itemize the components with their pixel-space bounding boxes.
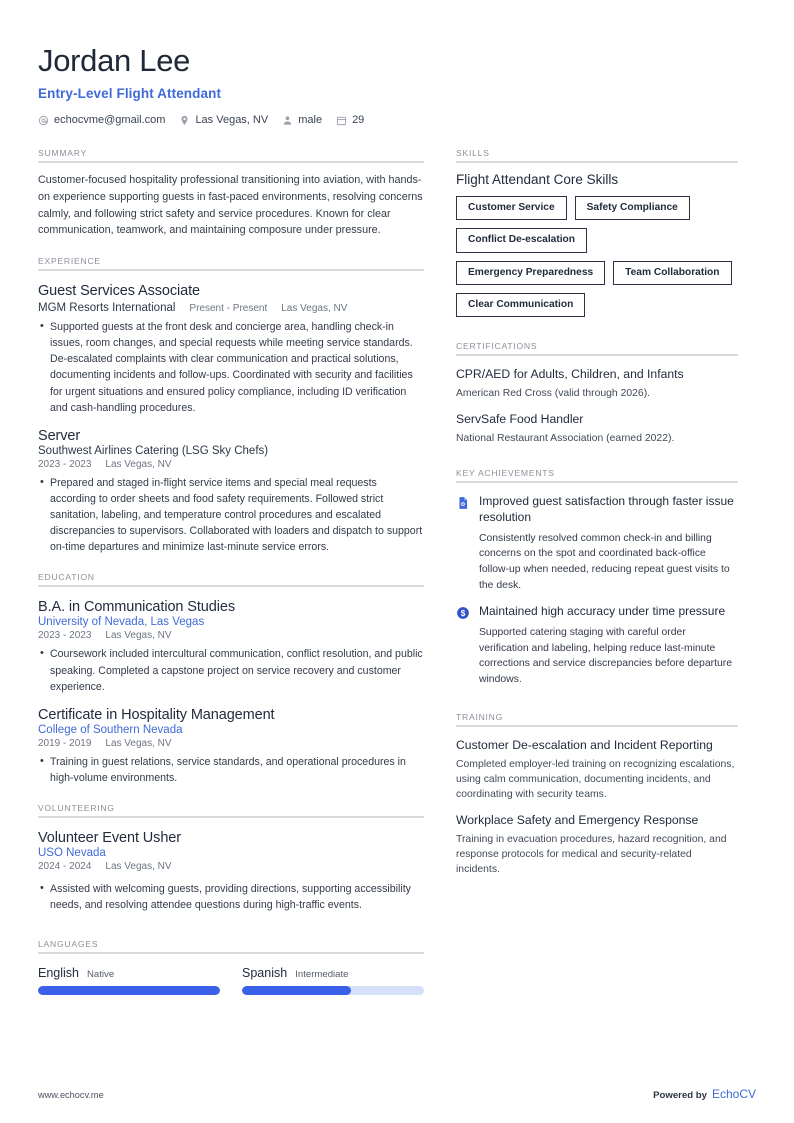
skill-chip[interactable]: Customer Service xyxy=(456,196,567,220)
certification-issuer: National Restaurant Association (earned 2022). xyxy=(456,432,675,444)
section-certifications xyxy=(456,341,738,446)
contact-location-text: Las Vegas, NV xyxy=(195,114,269,127)
language-head xyxy=(242,966,424,980)
location-pin-icon xyxy=(179,115,190,126)
section-label-certifications: CERTIFICATIONS xyxy=(456,341,538,352)
entry-dates: Present - Present xyxy=(189,303,268,315)
entry-location: Las Vegas, NV xyxy=(281,303,348,315)
footer-brand: EchoCV xyxy=(711,1087,756,1101)
section-divider xyxy=(456,725,738,727)
section-skills xyxy=(456,148,738,317)
section-training xyxy=(456,712,738,877)
entry-bullets xyxy=(38,881,424,913)
section-label-languages: LANGUAGES xyxy=(38,939,99,950)
section-summary xyxy=(38,148,424,239)
languages-grid xyxy=(38,966,424,995)
entry-organization[interactable]: College of Southern Nevada xyxy=(38,723,183,736)
entry-meta-line xyxy=(38,459,424,470)
entry-title: B.A. in Communication Studies xyxy=(38,599,235,616)
skill-chip[interactable]: Clear Communication xyxy=(456,293,585,317)
section-divider xyxy=(38,161,424,163)
skill-chip[interactable]: Conflict De-escalation xyxy=(456,228,587,252)
entry-bullets xyxy=(38,475,424,555)
entry-organization[interactable]: USO Nevada xyxy=(38,847,106,860)
entry-meta-line xyxy=(38,738,424,749)
entry-location: Las Vegas, NV xyxy=(105,737,172,749)
skill-chip[interactable]: Emergency Preparedness xyxy=(456,261,605,285)
contact-row xyxy=(38,114,756,126)
entry-title: Server xyxy=(38,427,81,444)
volunteering-entry xyxy=(38,829,424,913)
training-item xyxy=(456,813,738,877)
document-badge-icon xyxy=(456,494,470,593)
bullet-item: • Coursework included intercultural communication, conflict resolution, and public speaking. Completed a capstone project on service recovery and customer experience. xyxy=(38,646,424,694)
contact-age xyxy=(336,114,364,126)
entry-title: Guest Services Associate xyxy=(38,283,201,300)
section-divider xyxy=(456,354,738,356)
achievement-body xyxy=(479,494,738,593)
entry-bullets xyxy=(38,754,424,786)
language-head xyxy=(38,966,220,980)
entry-meta-line xyxy=(38,861,424,872)
section-label-experience: EXPERIENCE xyxy=(38,256,101,267)
language-progress-track xyxy=(38,986,220,995)
section-divider xyxy=(38,816,424,818)
contact-email xyxy=(38,114,165,126)
page-title: Jordan Lee xyxy=(38,43,191,78)
language-progress-fill xyxy=(242,986,351,995)
training-name: Workplace Safety and Emergency Response xyxy=(456,812,699,827)
bullet-item: • Assisted with welcoming guests, providing directions, supporting accessibility needs, and resolving attendee questions during high-traffic events. xyxy=(38,881,424,913)
entry-location: Las Vegas, NV xyxy=(105,861,172,873)
contact-location xyxy=(179,114,268,126)
language-item xyxy=(38,966,220,995)
section-divider xyxy=(38,952,424,954)
certification-name: CPR/AED for Adults, Children, and Infants xyxy=(456,367,684,382)
entry-meta-line xyxy=(38,302,424,314)
language-progress-fill xyxy=(38,986,220,995)
achievement-description: Consistently resolved common check-in and billing concerns on the spot and coordinated back-office follow-up when needed, reducing repeat guest visits to the desk. xyxy=(479,532,730,591)
entry-organization: Southwest Airlines Catering (LSG Sky Chefs) xyxy=(38,444,269,457)
footer-powered-by: Powered by xyxy=(653,1090,707,1101)
section-label-volunteering: VOLUNTEERING xyxy=(38,803,115,814)
section-education xyxy=(38,572,424,786)
section-divider xyxy=(456,481,738,483)
achievement-item xyxy=(456,494,738,593)
entry-dates: 2023 - 2023 xyxy=(38,458,92,470)
right-column xyxy=(456,148,738,877)
achievement-title: Improved guest satisfaction through faster issue resolution xyxy=(479,493,734,524)
contact-email-text: echocvme@gmail.com xyxy=(54,114,166,127)
section-label-key-achievements: KEY ACHIEVEMENTS xyxy=(456,467,555,478)
bullet-item: • Supported guests at the front desk and concierge area, handling check-in issues, room changes, and special requests while meeting service standards. De-escalated complaints with clear communication and practical solutions, documenting incidents and follow-ups. Coordinated with security and facilities for urgent situations and ensured policy compliance, including ID verification and cash-handling procedures. xyxy=(38,319,424,416)
section-key-achievements xyxy=(456,468,738,688)
entry-dates: 2024 - 2024 xyxy=(38,861,92,873)
footer-branding xyxy=(653,1087,756,1101)
certification-item xyxy=(456,367,738,401)
section-divider xyxy=(38,585,424,587)
language-name: Spanish xyxy=(242,966,288,981)
section-experience xyxy=(38,256,424,555)
certification-item xyxy=(456,412,738,446)
section-label-summary: SUMMARY xyxy=(38,148,88,159)
language-name: English xyxy=(38,966,79,981)
certification-issuer: American Red Cross (valid through 2026). xyxy=(456,387,651,399)
section-volunteering xyxy=(38,803,424,913)
left-column xyxy=(38,148,424,995)
bullet-item: • Prepared and staged in-flight service items and special meal requests according to order sheets and food safety requirements. Followed strict sanitation, labeling, and temperature control procedures and escalated discrepancies to supervisors. Collaborated with loaders and dispatch to support on-time departures and minimize last-minute service errors. xyxy=(38,475,424,555)
skill-chip[interactable]: Team Collaboration xyxy=(613,261,731,285)
entry-dates: 2019 - 2019 xyxy=(38,737,92,749)
entry-title: Volunteer Event Usher xyxy=(38,830,181,847)
section-label-training: TRAINING xyxy=(456,711,504,722)
achievement-body xyxy=(479,604,738,687)
language-level: Native xyxy=(87,969,115,981)
entry-organization[interactable]: University of Nevada, Las Vegas xyxy=(38,616,205,629)
education-entry xyxy=(38,598,424,694)
achievement-description: Supported catering staging with careful order verification and labeling, helping reduce last-minute corrections and service discrepancies before departure windows. xyxy=(479,627,732,686)
training-description: Training in evacuation procedures, hazard recognition, and response protocols for medical and security-related incidents. xyxy=(456,833,727,875)
dollar-circle-icon xyxy=(456,604,470,687)
section-label-skills: SKILLS xyxy=(456,148,490,159)
person-icon xyxy=(282,115,293,126)
contact-gender xyxy=(282,114,322,126)
skill-chip[interactable]: Safety Compliance xyxy=(575,196,690,220)
skill-chips xyxy=(456,196,738,317)
language-level: Intermediate xyxy=(295,969,349,981)
language-progress-track xyxy=(242,986,424,995)
experience-entry xyxy=(38,427,424,556)
section-label-education: EDUCATION xyxy=(38,572,95,583)
resume-header xyxy=(38,44,756,126)
entry-organization: MGM Resorts International xyxy=(38,302,176,315)
section-divider xyxy=(456,161,738,163)
experience-entry xyxy=(38,282,424,416)
education-entry xyxy=(38,706,424,786)
contact-age-text: 29 xyxy=(352,114,365,127)
resume-footer xyxy=(38,1087,756,1101)
training-description: Completed employer-led training on recognizing escalations, using calm communication, documenting incidents, and coordinating with security teams. xyxy=(456,758,735,800)
footer-website[interactable]: www.echocv.me xyxy=(38,1090,104,1100)
summary-text: Customer-focused hospitality professional transitioning into aviation, with hands-on experience supporting guests in fast-paced environments, resolving concerns calmly, and following strict safety and service procedures. Known for clear communication, teamwork, and maintaining composure under pressure. xyxy=(38,174,423,237)
achievement-item xyxy=(456,604,738,687)
language-item xyxy=(242,966,424,995)
entry-location: Las Vegas, NV xyxy=(105,630,172,642)
entry-bullets xyxy=(38,646,424,694)
contact-gender-text: male xyxy=(298,114,323,127)
resume-body xyxy=(38,148,756,995)
entry-meta-line xyxy=(38,630,424,641)
entry-location: Las Vegas, NV xyxy=(105,458,172,470)
training-item xyxy=(456,738,738,802)
bullet-item: • Training in guest relations, service standards, and operational procedures in high-volume environments. xyxy=(38,754,424,786)
at-icon xyxy=(38,115,49,126)
skills-group-title: Flight Attendant Core Skills xyxy=(456,172,619,188)
section-divider xyxy=(38,269,424,271)
svg-text:$: $ xyxy=(460,609,466,619)
entry-dates: 2023 - 2023 xyxy=(38,630,92,642)
calendar-icon xyxy=(336,115,347,126)
training-name: Customer De-escalation and Incident Reporting xyxy=(456,737,713,752)
job-title: Entry-Level Flight Attendant xyxy=(38,86,222,102)
section-languages xyxy=(38,939,424,995)
entry-bullets xyxy=(38,319,424,416)
entry-title: Certificate in Hospitality Management xyxy=(38,706,275,723)
certification-name: ServSafe Food Handler xyxy=(456,411,584,426)
achievement-title: Maintained high accuracy under time pressure xyxy=(479,604,726,619)
